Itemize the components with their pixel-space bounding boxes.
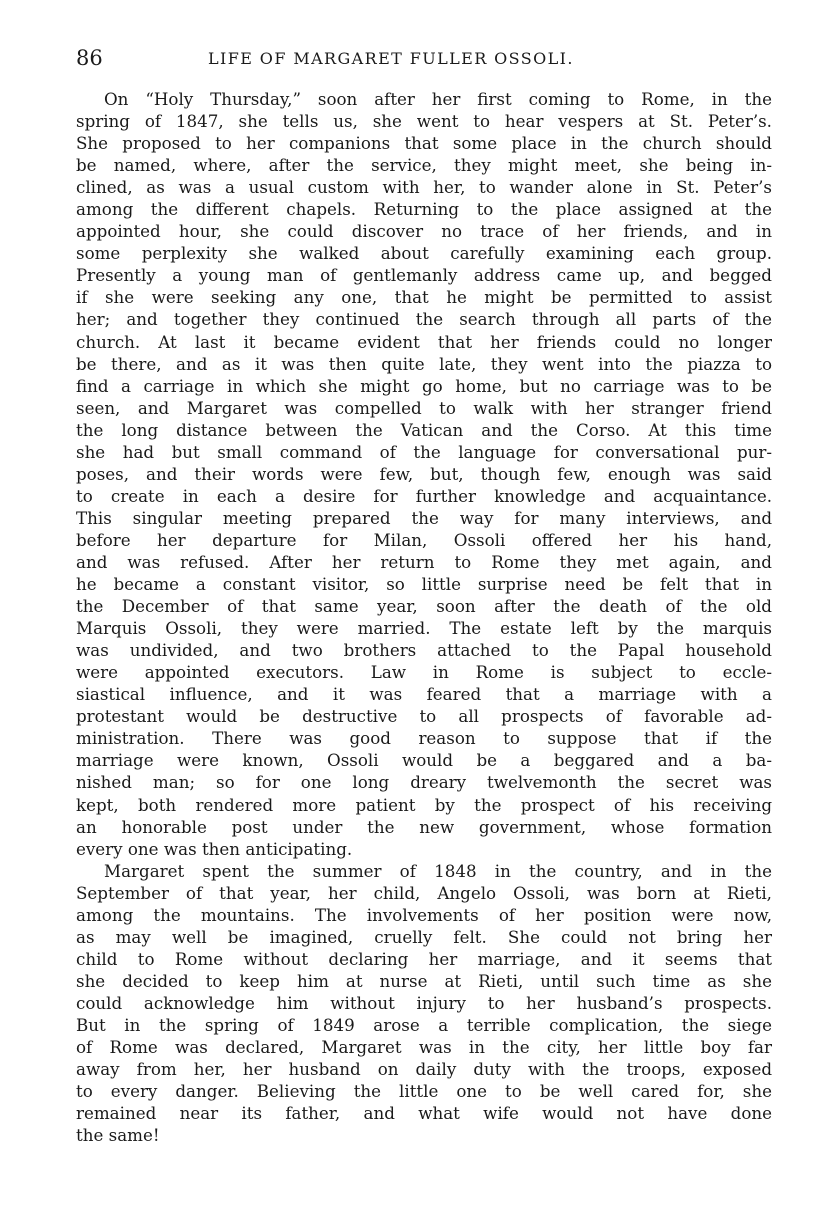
text-line: she decided to keep him at nurse at Rieti, until such time as she — [76, 970, 772, 991]
running-head: LIFE OF MARGARET FULLER OSSOLI. — [208, 49, 574, 68]
text-line: This singular meeting prepared the way for many interviews, and — [76, 507, 772, 528]
page-number: 86 — [76, 46, 103, 70]
text-line: the long distance between the Vatican and the Corso. At this time — [76, 419, 772, 440]
text-line: On “Holy Thursday,” soon after her first coming to Rome, in the — [104, 89, 772, 109]
text-line: be named, where, after the service, they might meet, she being in- — [76, 155, 772, 176]
text-line: every one was then anticipating. — [76, 838, 353, 859]
text-line: Presently a young man of gentlemanly address came up, and begged — [76, 265, 772, 286]
text-line: seen, and Margaret was compelled to walk with her stranger friend — [76, 397, 772, 418]
text-line: he became a constant visitor, so little surprise need be felt that in — [76, 574, 772, 595]
text-line: marriage were known, Ossoli would be a beggared and a ba- — [76, 750, 772, 771]
text-line: church. At last it became evident that her friends could no longer — [76, 331, 772, 352]
text-line: and was refused. After her return to Rome they met again, and — [76, 551, 772, 572]
text-line: protestant would be destructive to all prospects of favorable ad- — [76, 706, 772, 727]
text-line: among the different chapels. Returning to the place assigned at the — [76, 199, 772, 220]
text-line: ministration. There was good reason to suppose that if the — [76, 728, 772, 749]
text-line: kept, both rendered more patient by the prospect of his receiving — [76, 794, 772, 815]
text-line: before her departure for Milan, Ossoli offered her his hand, — [76, 529, 772, 550]
text-line: could acknowledge him without injury to her husband’s prospects. — [76, 992, 772, 1013]
text-line: But in the spring of 1849 arose a terrible complication, the siege — [76, 1014, 772, 1035]
text-line: the December of that same year, soon after the death of the old — [76, 596, 772, 617]
book-page — [76, 44, 772, 1146]
text-line: remained near its father, and what wife would not have done — [76, 1103, 772, 1124]
text-line: to every danger. Believing the little one to be well cared for, she — [76, 1081, 772, 1102]
text-line: as may well be imagined, cruelly felt. She could not bring her — [76, 926, 772, 947]
text-line: was undivided, and two brothers attached to the Papal household — [76, 640, 772, 661]
text-line: the same! — [76, 1125, 160, 1146]
text-line: away from her, her husband on daily duty with the troops, exposed — [76, 1059, 772, 1080]
text-line: She proposed to her companions that some place in the church should — [76, 133, 772, 154]
text-line: find a carriage in which she might go home, but no carriage was to be — [76, 375, 772, 396]
text-line: of Rome was declared, Margaret was in the city, her little boy far — [76, 1037, 772, 1058]
text-line: spring of 1847, she tells us, she went to hear vespers at St. Peter’s. — [76, 111, 772, 132]
text-line: appointed hour, she could discover no trace of her friends, and in — [76, 221, 772, 242]
text-line: among the mountains. The involvements of her position were now, — [76, 904, 772, 925]
text-line: if she were seeking any one, that he might be permitted to assist — [76, 287, 772, 308]
paragraph — [76, 88, 772, 860]
text-line: September of that year, her child, Angelo Ossoli, was born at Rieti, — [76, 882, 772, 903]
text-line: be there, and as it was then quite late, they went into the piazza to — [76, 353, 772, 374]
text-line: siastical influence, and it was feared that a marriage with a — [76, 684, 772, 705]
paragraph — [76, 860, 772, 1147]
text-line: her; and together they continued the search through all parts of the — [76, 309, 772, 330]
text-line: some perplexity she walked about carefully examining each group. — [76, 243, 772, 264]
text-line: were appointed executors. Law in Rome is subject to eccle- — [76, 662, 772, 683]
text-line: she had but small command of the language for conversational pur- — [76, 441, 772, 462]
body-text — [76, 88, 772, 1146]
text-line: Marquis Ossoli, they were married. The estate left by the marquis — [76, 618, 772, 639]
text-line: to create in each a desire for further knowledge and acquaintance. — [76, 485, 772, 506]
text-line: clined, as was a usual custom with her, to wander alone in St. Peter’s — [76, 177, 772, 198]
text-line: poses, and their words were few, but, though few, enough was said — [76, 463, 772, 484]
text-line: child to Rome without declaring her marriage, and it seems that — [76, 948, 772, 969]
text-line: nished man; so for one long dreary twelvemonth the secret was — [76, 772, 772, 793]
text-line: an honorable post under the new government, whose formation — [76, 816, 772, 837]
text-line: Margaret spent the summer of 1848 in the country, and in the — [104, 860, 772, 881]
page-header — [76, 44, 772, 72]
